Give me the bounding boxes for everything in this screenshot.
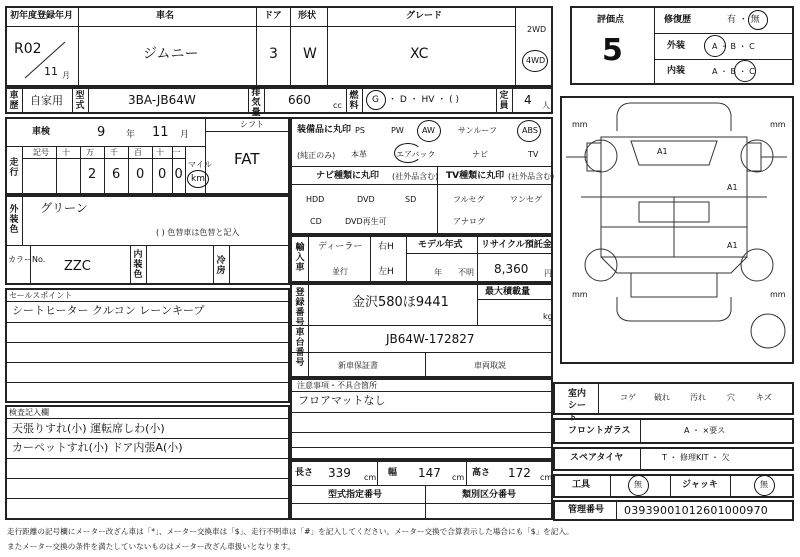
shape-value: W [303,46,317,62]
model-label: 型式 [75,91,85,111]
car-name-label: 車名 [156,11,175,21]
repair-label: 修復歴 [664,15,692,25]
chassis-value: JB64W-172827 [386,332,475,346]
inspector-label: 検査記入欄 [9,408,49,417]
height-value: 172 [508,466,531,480]
warranty-label: 新車保証書 [338,361,378,370]
model-year-label: モデル年式 [418,240,463,250]
inspector-line-1: 天張りすれ(小) 運転席しわ(小) [12,422,165,435]
shaken-month-unit: 月 [180,130,190,140]
interior-color-label: 内装色 [133,250,143,280]
equipment-sub: (純正のみ) [297,151,336,160]
equipment-item: ナビ [472,150,488,159]
mgmt-label: 管理番号 [568,505,605,515]
grade-value: XC [410,46,429,62]
score-value: 5 [602,33,623,68]
exterior-a-circle [704,35,726,57]
interior-b-circle [734,60,756,82]
mileage-label: 走行 [9,158,19,178]
plate-value: 金沢580ほ9441 [352,295,449,310]
repaint-note: ( ) 色替車は色替と記入 [156,228,240,237]
mileage-header-cell: 十 [156,148,164,157]
drive-4wd: 4WD [526,56,546,65]
import-dealer: ディーラー [318,242,363,252]
plate-label: 登録番号 [295,288,305,328]
category-label: 車歴 [9,91,19,111]
mileage-divider [172,146,173,195]
manual-label: 車両取説 [474,361,506,370]
length-label: 長さ [295,468,314,478]
first-reg-label: 初年度登録年月 [10,11,74,21]
month-unit: 月 [62,71,70,80]
spare-label: スペアタイヤ [570,453,624,463]
tv-item: フルセグ [453,195,485,204]
length-unit: cm [364,473,377,482]
mileage-digit: 6 [112,167,121,182]
cooler-label: 冷房 [216,256,226,276]
mileage-header-cell: 記号 [33,148,49,157]
import-right-h: 右H [378,242,394,252]
fuel-g: G [372,95,379,105]
capacity-label: 定員 [499,91,509,111]
mileage-divider [56,146,57,195]
mileage-divider [104,146,105,195]
fuel-label: 燃料 [349,91,359,111]
mileage-header-cell: 十 [62,148,70,157]
shaken-label: 車検 [32,127,51,137]
mileage-divider [80,146,81,195]
nav-item: CD [310,217,322,226]
nav-label: ナビ種類に丸印 [316,171,380,181]
model-year-unit: 年 [434,268,442,277]
type-spec-label: 型式指定番号 [328,490,383,500]
interior-sheet-option: 汚れ [690,393,706,402]
mile-label: マイル [188,160,212,169]
car-name: ジムニー [143,46,199,62]
tools-label: 工具 [572,480,591,490]
mileage-header-cell: 一 [172,148,181,157]
mm-top-right: mm [770,120,786,129]
mm-bottom-left: mm [572,290,588,299]
equipment-label: 装備品に丸印 [297,125,352,135]
persons-unit: 人 [542,101,550,110]
interior-sheet-option: キズ [756,393,772,402]
windshield-options: A ・ ×要ス [684,426,726,435]
width-value: 147 [418,466,441,480]
footer-note-1: 走行距離の記号欄にメーター改ざん車は「*」、メーター交換車は「$」、走行不明車は「#」を記入してください。メーター交換で合算表示した場合にも「$」を記入。 [7,527,574,536]
tools-value: 無 [634,480,642,489]
equipment-item: 本革 [351,150,367,159]
cc-unit: cc [333,101,342,110]
spare-options: T ・ 修理KIT ・ 欠 [662,453,730,462]
mileage-header-cell: 万 [86,148,94,157]
color-no-label: カラーNo. [8,255,46,264]
inspector-line-2: カーペットすれ(小) ドア内張A(小) [12,441,183,454]
shape-label: 形状 [298,11,317,21]
equipment-item: PS [355,126,365,135]
displacement-value: 660 [288,93,311,107]
fuel-options: ・ D ・ HV ・ ( ) [388,95,460,105]
shift-value: FAT [234,150,260,168]
import-label: 輸入車 [295,243,305,273]
mileage-header-cell: 百 [134,148,142,157]
mileage-digit: 0 [174,167,183,182]
notes-label: 注意事項・不具合箇所 [297,381,377,390]
shaken-year: 9 [97,125,106,140]
import-parallel: 並行 [332,267,348,276]
km-label: km [191,174,205,184]
height-unit: cm [540,473,553,482]
first-reg-month: 11 [44,65,58,78]
displacement-label: 排気量 [251,88,261,118]
width-unit: cm [452,473,465,482]
first-reg-era: R02 [14,41,42,57]
equipment-circle [417,120,441,142]
repair-circle [748,10,768,30]
mgmt-value: 03939001012601000970 [624,504,768,517]
nav-item: SD [405,195,417,204]
repair-options: 有 ・ 無 [727,15,760,25]
chassis-label: 車台番号 [295,328,305,368]
exterior-color-label: 外装色 [9,205,19,235]
class-label: 類別区分番号 [462,490,517,500]
shaken-year-unit: 年 [126,130,136,140]
recycle-label: リサイクル預託金 [481,240,552,250]
kg-unit: kg [543,312,553,321]
equipment-item: ABS [522,126,538,135]
model-year-unknown: 不明 [458,268,474,277]
recycle-value: 8,360 [494,262,529,276]
nav-item: DVD [357,195,375,204]
max-load-label: 最大積載量 [485,287,531,297]
mm-bottom-right: mm [770,290,786,299]
equipment-item: PW [391,126,404,135]
jack-value: 無 [760,480,768,489]
exterior-color-value: グリーン [40,201,88,215]
score-label: 評価点 [597,15,625,25]
mileage-digit: 2 [88,167,97,182]
mileage-digit: 0 [158,167,167,182]
sales-point-text: シートヒーター クルコン レーンキープ [12,304,205,317]
car-diagram [561,97,793,363]
equipment-item: TV [528,150,539,159]
tv-item: アナログ [453,217,485,226]
nav-item: DVD再生可 [345,217,387,226]
color-no-value: ZZC [64,259,91,274]
drive-2wd: 2WD [527,25,547,34]
interior-sheet-option: コゲ [620,393,636,402]
footer-note-2: またメーター交換の条件を満たしていないものはメーター改ざん車扱いとなります。 [7,542,295,551]
nav-item: HDD [306,195,325,204]
mileage-divider [185,146,186,195]
equipment-item: AW [422,126,435,135]
door-value: 3 [269,46,278,62]
sales-point-label: セールスポイント [9,291,73,300]
equipment-circle [517,120,541,142]
mm-top-left: mm [572,120,588,129]
model-value: 3BA-JB64W [128,93,196,107]
interior-score-options: A ・ B ・ C [712,67,755,76]
equipment-item: エアバック [396,150,436,159]
interior-sheet-option: 穴 [727,393,735,402]
airbag-circle [394,143,422,163]
shift-label: シフト [240,120,264,129]
mileage-divider [152,146,153,195]
yen-unit: 円 [544,269,552,278]
length-value: 339 [328,466,351,480]
interior-sheet-label: 室内シート [568,389,587,423]
a1-mark-front: A1 [657,147,668,156]
capacity-value: 4 [524,93,532,107]
import-left-h: 左H [378,267,394,277]
notes-text: フロアマットなし [298,394,386,407]
mileage-divider [128,146,129,195]
door-label: ドア [264,11,282,21]
interior-score-label: 内装 [667,66,686,76]
grade-label: グレード [406,11,443,21]
tv-item: ワンセグ [510,195,542,204]
exterior-score-label: 外装 [667,41,686,51]
windshield-label: フロントガラス [568,426,631,436]
mileage-header-cell: 千 [110,148,118,157]
tv-label: TV種類に丸印 [446,171,505,181]
height-label: 高さ [472,468,491,478]
exterior-score-options: A ・ B ・ C [712,42,755,51]
nav-sub: (社外品含む) [392,172,439,181]
category-value: 自家用 [30,94,63,107]
interior-sheet-option: 破れ [654,393,670,402]
a1-mark-right: A1 [727,183,738,192]
a1-mark-rear: A1 [727,241,738,250]
jack-label: ジャッキ [682,480,718,490]
tv-sub: (社外品含む) [508,172,555,181]
shaken-month: 11 [152,125,169,140]
mileage-digit: 0 [136,167,145,182]
equipment-item: サンルーフ [458,126,497,135]
width-label: 幅 [388,468,398,478]
